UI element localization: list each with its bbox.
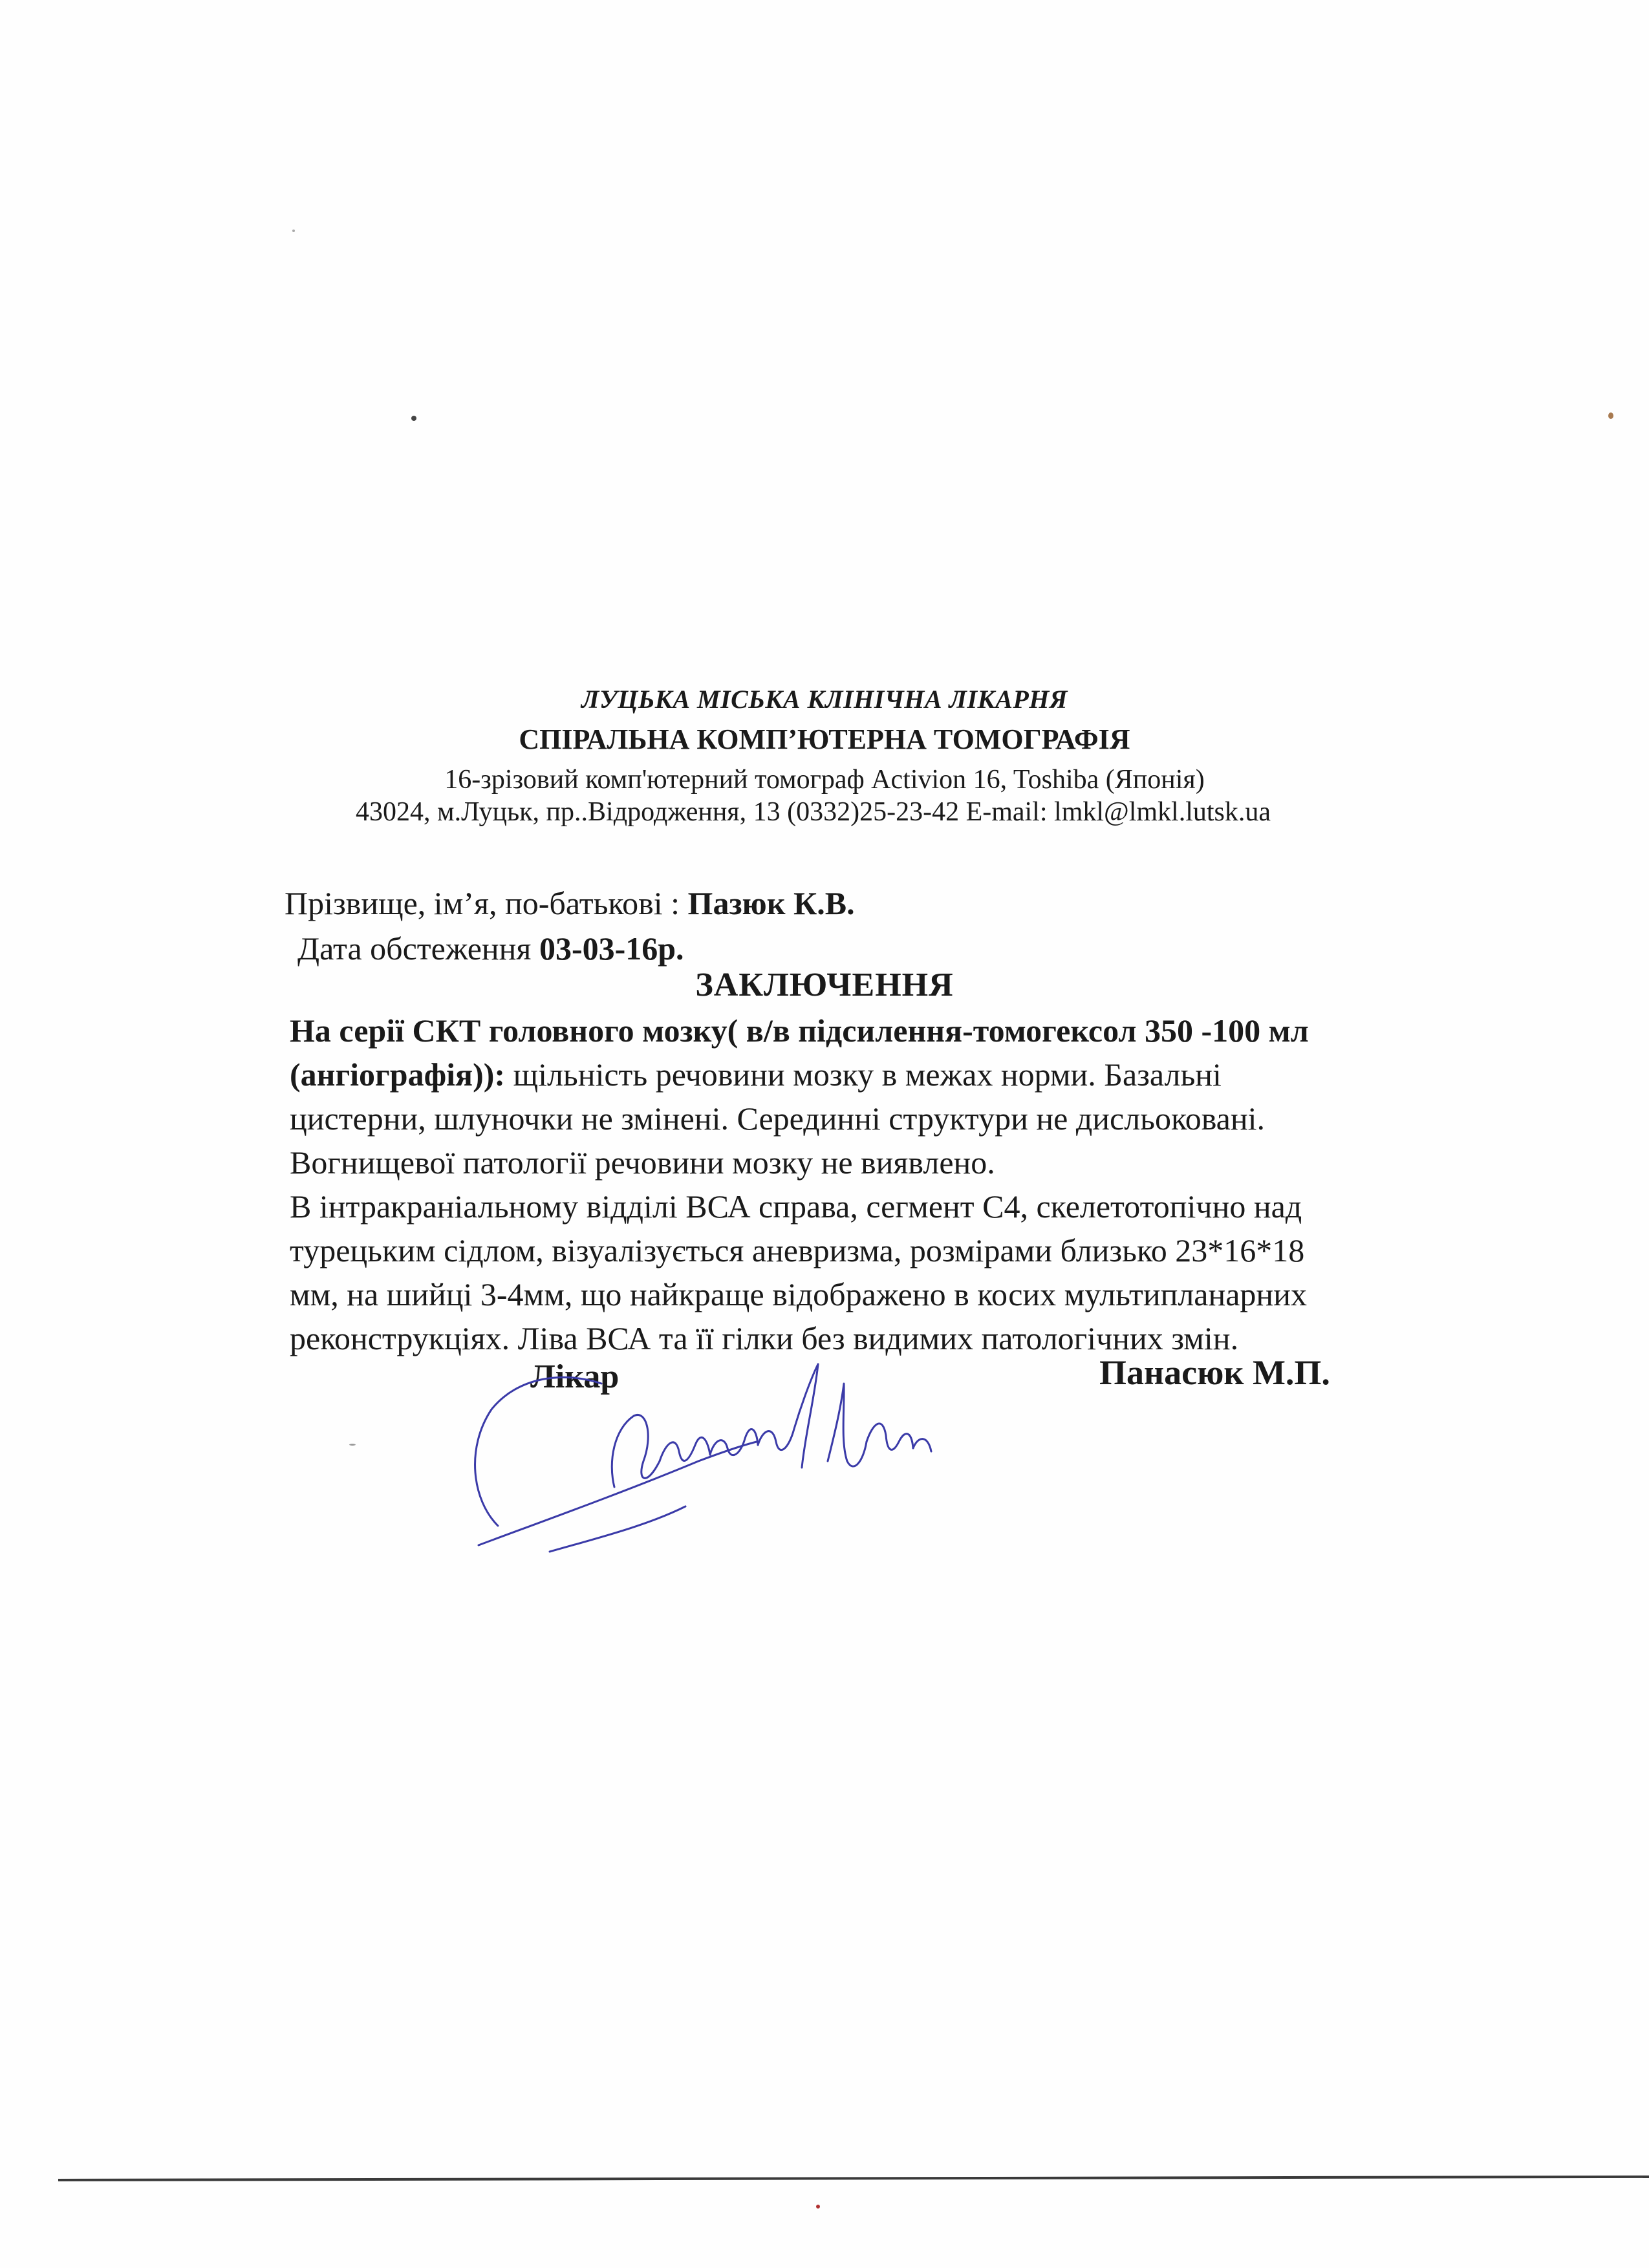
department-name: СПІРАЛЬНА КОМП’ЮТЕРНА ТОМОГРАФІЯ: [519, 723, 1130, 755]
exam-date-line: [297, 930, 684, 967]
dust-speck-5: [349, 1444, 356, 1446]
dust-speck-3: [816, 2205, 820, 2209]
conclusion-line-4: Вогнищевої патології речовини мозку не виявлено.: [290, 1144, 995, 1181]
conclusion-line-2-rest: щільність речовини мозку в межах норми. Базальні: [505, 1056, 1222, 1093]
conclusion-line-2: [290, 1053, 1551, 1097]
patient-name-value: Пазюк К.В.: [687, 885, 855, 921]
dust-speck-4: [292, 230, 295, 232]
conclusion-line-1: На серії СКТ головного мозку( в/в підсилення-томогексол 350 -100 мл: [290, 1012, 1309, 1049]
conclusion-line-6: турецьким сідлом, візуалізується аневризма, розмірами близько 23*16*18: [290, 1232, 1305, 1268]
conclusion-title: ЗАКЛЮЧЕННЯ: [695, 967, 954, 1003]
address-line: 43024, м.Луцьк, пр..Відродження, 13 (0332)25-23-42 E-mail: lmkl@lmkl.lutsk.ua: [356, 797, 1271, 827]
exam-date-value: 03-03-16р.: [539, 930, 684, 967]
doctor-name: Панасюк М.П.: [1099, 1353, 1330, 1392]
equipment-line: 16-зрізовий комп'ютерний томограф Activion 16, Toshiba (Японія): [444, 765, 1205, 795]
conclusion-line-2-bold: (ангіографія)):: [290, 1056, 506, 1093]
patient-name-line: [285, 884, 855, 922]
doctor-label: Лікар: [530, 1358, 620, 1395]
patient-name-label: Прізвище, ім’я, по-батькові :: [285, 885, 680, 921]
page-fold-line: [58, 2176, 1649, 2181]
dust-speck-2: [1608, 412, 1613, 419]
handwritten-signature: [453, 1332, 970, 1565]
conclusion-line-5: В інтракраніальному відділі ВСА справа, сегмент С4, скелетотопічно над: [290, 1188, 1302, 1225]
conclusion-line-7: мм, на шийці 3-4мм, що найкраще відображено в косих мультипланарних: [290, 1276, 1307, 1312]
dust-speck-1: [411, 416, 416, 421]
conclusion-line-8: реконструкціях. Ліва ВСА та її гілки без видимих патологічних змін.: [290, 1320, 1239, 1356]
hospital-name: ЛУЦЬКА МІСЬКА КЛІНІЧНА ЛІКАРНЯ: [581, 685, 1068, 714]
exam-date-label: Дата обстеження: [297, 930, 532, 967]
conclusion-text: [290, 1009, 1551, 1360]
conclusion-line-3: цистерни, шлуночки не змінені. Серединні структури не дисльоковані.: [290, 1100, 1266, 1137]
